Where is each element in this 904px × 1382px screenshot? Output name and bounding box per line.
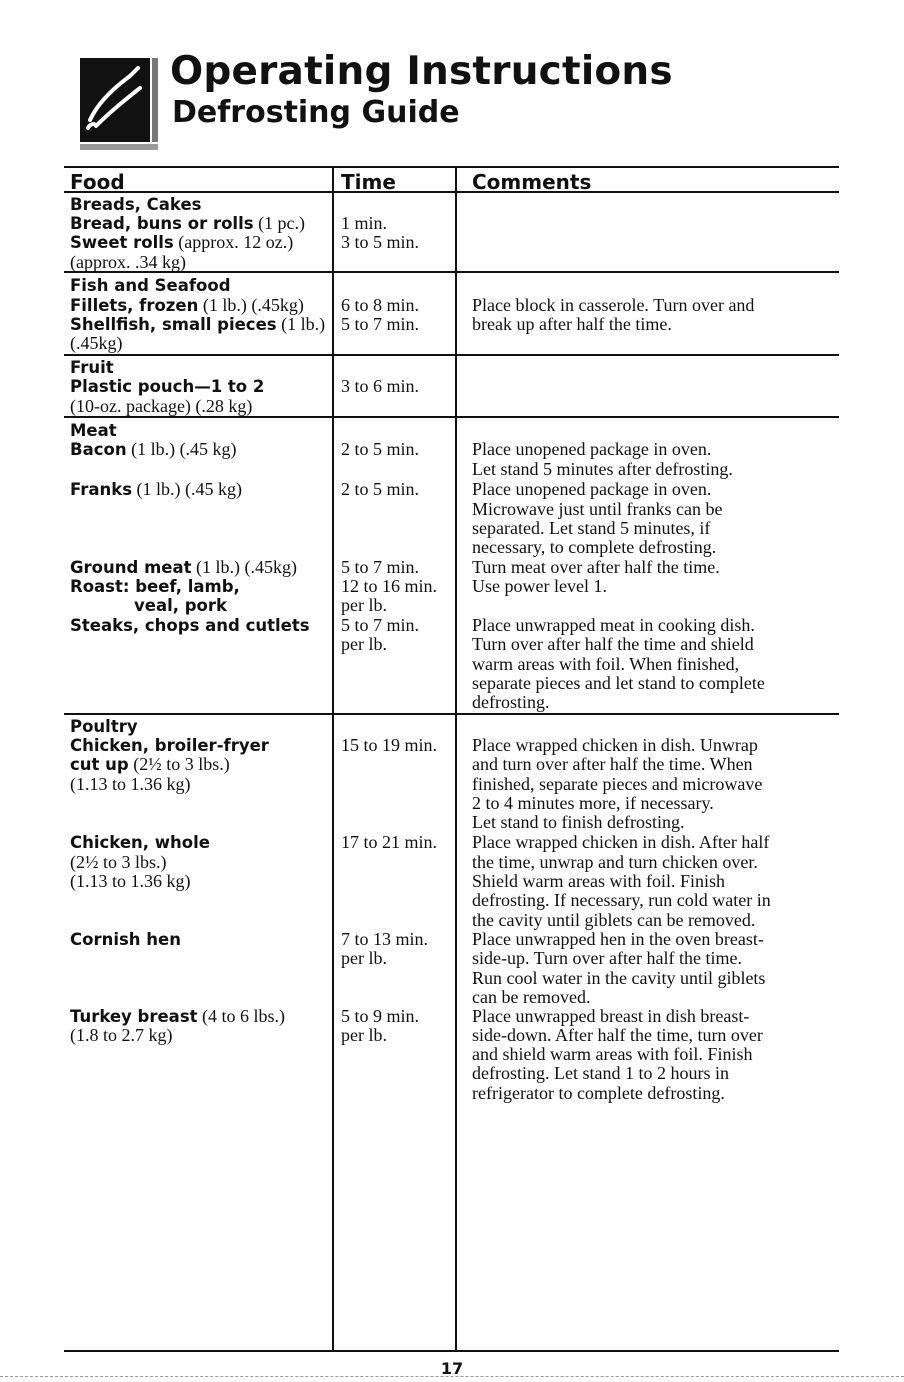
- food-name: Chicken, whole: [70, 833, 210, 853]
- comment-cell-turkey-breast: [472, 1007, 834, 1104]
- food-cell-cornish-hen: [70, 930, 332, 949]
- time-cell-chicken-whole: 17 to 21 min.: [341, 832, 438, 853]
- category-label: Meat: [70, 421, 117, 441]
- food-name: Steaks, chops and cutlets: [70, 616, 310, 636]
- food-quantity: (1 lb.) (.45kg): [191, 556, 297, 577]
- page-title: Operating Instructions: [170, 48, 673, 94]
- food-cell-poultry-category: [70, 717, 332, 736]
- food-metric: (approx. .34 kg): [70, 251, 186, 272]
- food-name: Plastic pouch—1 to 2: [70, 377, 265, 397]
- comment-cell-fish: [472, 296, 834, 335]
- comment-line: Place unopened package in oven.: [472, 439, 712, 460]
- comment-cell-chicken-whole: [472, 833, 834, 930]
- food-quantity: (1 lb.) (.45 kg): [126, 439, 237, 460]
- comment-line: separate pieces and let stand to complete: [472, 673, 765, 693]
- time-cell-ground-meat: 5 to 7 min.: [341, 556, 420, 577]
- food-quantity: (2½ to 3 lbs.): [70, 851, 167, 872]
- comment-line: the time, unwrap and turn chicken over.: [472, 851, 758, 872]
- comment-cell-ground-meat: Turn meat over after half the time.: [472, 556, 720, 577]
- food-quantity: (4 to 6 lbs.): [197, 1005, 286, 1026]
- scan-edge-divider: [0, 1376, 904, 1377]
- food-name: cut up: [70, 755, 129, 775]
- comment-line: Turn over after half the time and shield: [472, 634, 754, 655]
- comment-line: Let stand 5 minutes after defrosting.: [472, 458, 733, 479]
- header-bottom-rule: [64, 191, 839, 193]
- time-value: 6 to 8 min.: [341, 294, 420, 315]
- comment-line: Place unwrapped breast in dish breast-: [472, 1005, 750, 1026]
- time-cell-fruit: [341, 377, 455, 396]
- column-header-time: Time: [341, 169, 396, 194]
- food-cell-fish: [70, 276, 332, 353]
- comment-line: defrosting.: [472, 692, 550, 713]
- food-name: Turkey breast: [70, 1006, 198, 1026]
- comment-line: break up after half the time.: [472, 313, 672, 334]
- comment-line: Place unwrapped meat in cooking dish.: [472, 615, 755, 636]
- column-header-comments: Comments: [472, 169, 592, 194]
- food-name: Roast: beef, lamb,: [70, 576, 240, 596]
- comment-line: and shield warm areas with foil. Finish: [472, 1044, 753, 1065]
- time-value: per lb.: [341, 595, 387, 616]
- food-metric: (1.13 to 1.36 kg): [70, 773, 191, 794]
- food-quantity: (1 pc.): [253, 213, 306, 234]
- comment-line: Let stand to finish defrosting.: [472, 812, 685, 833]
- table-bottom-rule: [64, 1350, 839, 1352]
- time-value: 1 min.: [341, 212, 388, 233]
- row-divider: [64, 354, 839, 356]
- row-divider: [64, 713, 839, 715]
- food-quantity: (2½ to 3 lbs.): [128, 754, 230, 775]
- comment-line: finished, separate pieces and microwave: [472, 773, 763, 794]
- food-metric: (1.8 to 2.7 kg): [70, 1024, 173, 1045]
- food-name: Bacon: [70, 440, 127, 460]
- comment-line: Place wrapped chicken in dish. Unwrap: [472, 734, 758, 755]
- food-cell-fruit: [70, 358, 332, 416]
- time-cell-franks: 2 to 5 min.: [341, 479, 420, 500]
- section-title: Defrosting Guide: [172, 95, 460, 131]
- fork-knife-icon: [80, 58, 158, 150]
- comment-line: Place unwrapped hen in the oven breast-: [472, 928, 764, 949]
- food-name: Fillets, frozen: [70, 295, 199, 315]
- food-name: Shellfish, small pieces: [70, 315, 277, 335]
- food-metric: (1.13 to 1.36 kg): [70, 870, 191, 891]
- comment-line: defrosting. If necessary, run cold water in: [472, 890, 771, 911]
- food-quantity: (1 lb.) (.45kg): [198, 294, 304, 315]
- food-metric: (.45kg): [70, 333, 123, 354]
- food-name: Ground meat: [70, 557, 192, 577]
- food-cell-ground-meat: [70, 558, 332, 577]
- time-cell-breads: [341, 214, 455, 253]
- food-quantity: (1 lb.) (.45 kg): [132, 479, 243, 500]
- time-value: 5 to 9 min.: [341, 1005, 420, 1026]
- food-name: Bread, buns or rolls: [70, 214, 254, 234]
- comment-cell-bacon: [472, 440, 834, 479]
- time-value: 3 to 5 min.: [341, 232, 420, 253]
- time-value: 5 to 7 min.: [341, 615, 420, 636]
- time-value: 7 to 13 min.: [341, 928, 429, 949]
- column-divider: [455, 166, 457, 1350]
- comment-line: separated. Let stand 5 minutes, if: [472, 517, 711, 538]
- comment-line: refrigerator to complete defrosting.: [472, 1082, 725, 1103]
- category-label: Poultry: [70, 716, 138, 736]
- food-cell-steaks: [70, 616, 332, 635]
- time-cell-roast: [341, 577, 455, 616]
- table-top-rule: [64, 166, 839, 168]
- comment-line: side-up. Turn over after half the time.: [472, 948, 742, 969]
- comment-line: defrosting. Let stand 1 to 2 hours in: [472, 1063, 729, 1084]
- food-name: Cornish hen: [70, 929, 181, 949]
- comment-cell-broiler: [472, 736, 834, 833]
- food-cell-bacon: [70, 440, 332, 459]
- column-header-food: Food: [70, 169, 125, 194]
- comment-cell-cornish-hen: [472, 930, 834, 1007]
- food-name: Sweet rolls: [70, 233, 174, 253]
- food-cell-roast: [70, 577, 332, 616]
- row-divider: [64, 416, 839, 418]
- food-cell-turkey-breast: [70, 1007, 332, 1046]
- time-value: per lb.: [341, 948, 387, 969]
- comment-line: the cavity until giblets can be removed.: [472, 909, 756, 930]
- time-value: 12 to 16 min.: [341, 575, 438, 596]
- comment-cell-franks: [472, 480, 834, 557]
- comment-line: Place unopened package in oven.: [472, 479, 712, 500]
- time-cell-bacon: 2 to 5 min.: [341, 439, 420, 460]
- comment-line: side-down. After half the time, turn over: [472, 1024, 763, 1045]
- time-value: per lb.: [341, 1024, 387, 1045]
- time-cell-turkey-breast: [341, 1007, 455, 1046]
- time-cell-broiler: 15 to 19 min.: [341, 734, 438, 755]
- time-value: 5 to 7 min.: [341, 313, 420, 334]
- category-label: Fish and Seafood: [70, 276, 231, 296]
- food-metric: (10-oz. package) (.28 kg): [70, 395, 253, 416]
- time-value: per lb.: [341, 634, 387, 655]
- comment-line: necessary, to complete defrosting.: [472, 537, 717, 558]
- column-divider: [332, 166, 334, 1350]
- time-cell-fish: [341, 296, 455, 335]
- comment-line: Microwave just until franks can be: [472, 498, 723, 519]
- comment-line: Shield warm areas with foil. Finish: [472, 870, 725, 891]
- time-cell-steaks: [341, 616, 455, 655]
- food-cell-meat-category: [70, 421, 332, 440]
- food-quantity: (approx. 12 oz.): [173, 232, 294, 253]
- time-cell-cornish-hen: [341, 930, 455, 969]
- food-name: Franks: [70, 480, 133, 500]
- category-label: Fruit: [70, 357, 114, 377]
- food-name: veal, pork: [134, 596, 228, 616]
- comment-line: Run cool water in the cavity until giblets: [472, 967, 766, 988]
- comment-cell-roast: Use power level 1.: [472, 575, 607, 596]
- time-value: 3 to 6 min.: [341, 376, 420, 397]
- food-cell-franks: [70, 480, 332, 499]
- category-label: Breads, Cakes: [70, 194, 202, 214]
- comment-cell-steaks: [472, 616, 834, 713]
- food-cell-breads: [70, 195, 332, 272]
- comment-line: can be removed.: [472, 986, 591, 1007]
- comment-line: and turn over after half the time. When: [472, 754, 753, 775]
- comment-line: 2 to 4 minutes more, if necessary.: [472, 792, 714, 813]
- food-cell-chicken-whole: [70, 833, 332, 891]
- comment-line: Place block in casserole. Turn over and: [472, 294, 755, 315]
- food-quantity: (1 lb.): [276, 314, 326, 335]
- food-name: Chicken, broiler-fryer: [70, 735, 269, 755]
- page-number: 17: [440, 1358, 464, 1378]
- comment-line: warm areas with foil. When finished,: [472, 653, 740, 674]
- comment-line: Place wrapped chicken in dish. After half: [472, 832, 770, 853]
- food-cell-broiler: [70, 736, 332, 794]
